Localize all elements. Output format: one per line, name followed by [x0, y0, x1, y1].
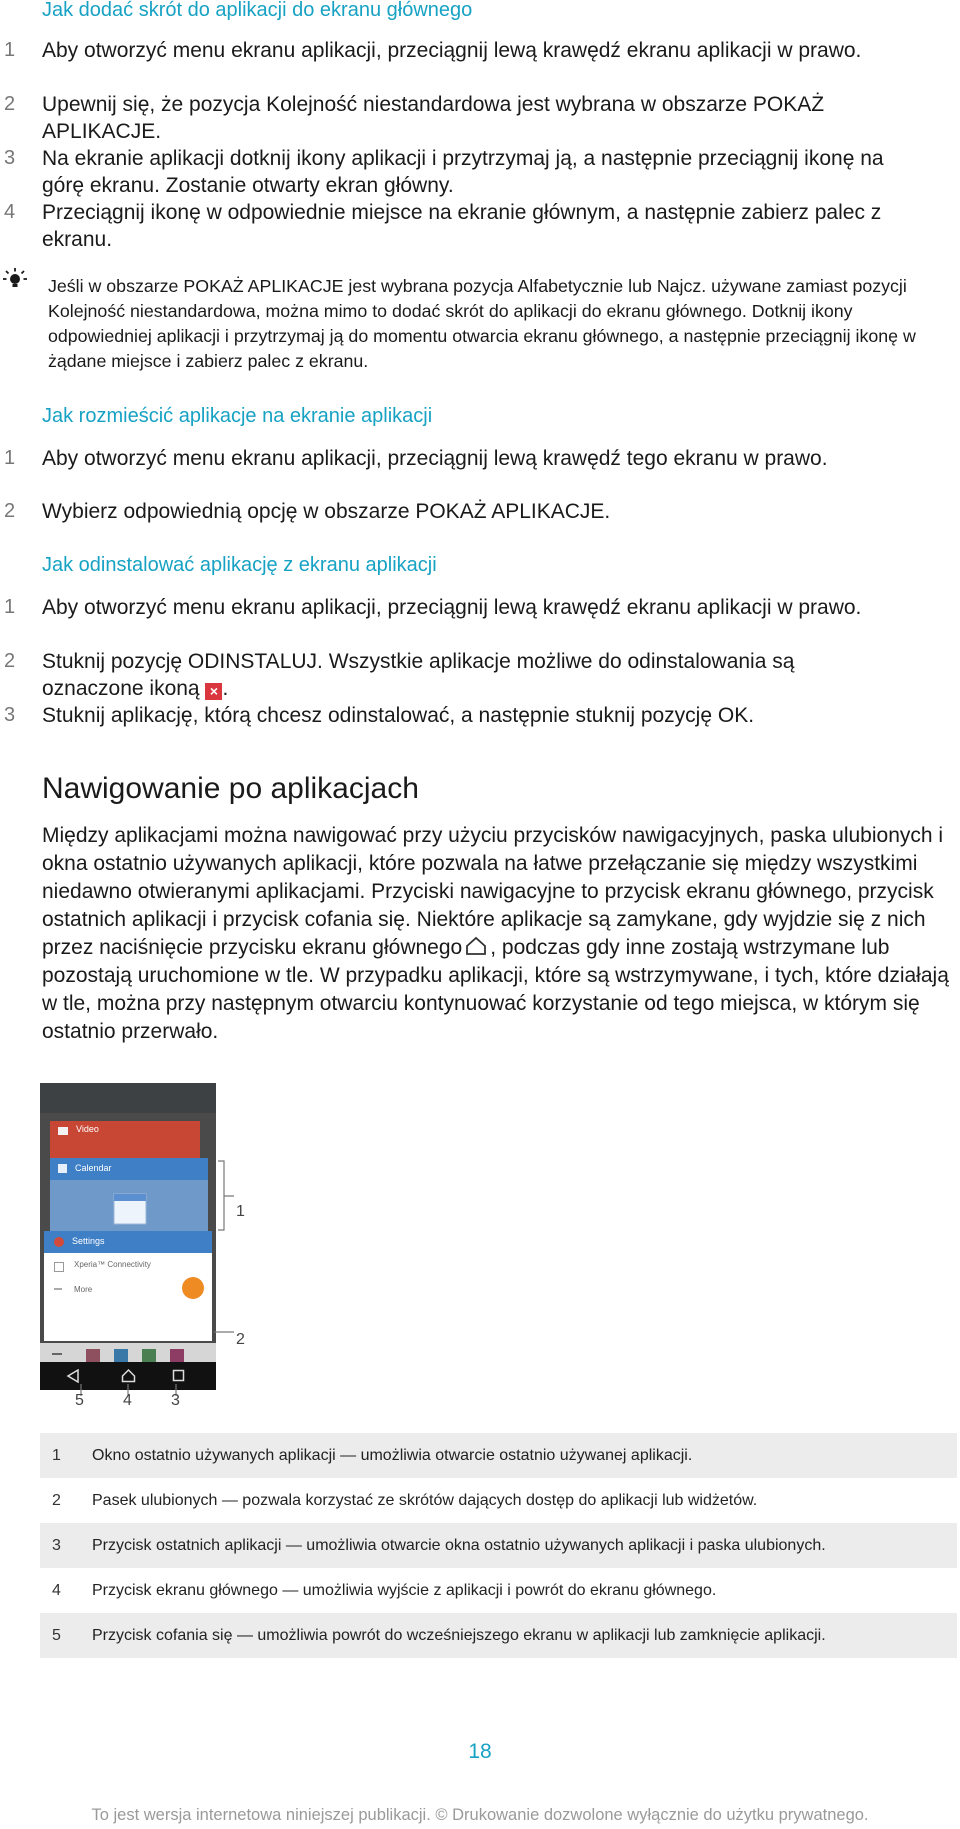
legend-number: 3 — [52, 1537, 61, 1554]
home-icon — [464, 936, 488, 956]
navigation-paragraph: Między aplikacjami można nawigować przy użyciu przycisków nawigacyjnych, paska ulubionych i okna ostatnio używanych aplikacji, które pozwala na łatwe przełączanie się między wszystkimi niedawno otwieranymi aplikacjami. Przyciski nawigacyjne to przycisk ekranu głównego, przycisk ostatnich aplikacji i przycisk cofania się. Niektóre aplikacje są zamykane, gdy wyjdzie się z nich przez naciśnięcie przycisku ekranu głównego , podczas gdy inne zostają wstrzymane lub pozostają uruchomione w tle. W przypadku aplikacji, które są wstrzymywane, i tych, które działają w tle, można przy następnym otwarciu kontynuować korzystanie od tego miejsca, w którym się ostatnio przerwało. — [42, 824, 949, 1043]
calendar-widget-icon — [110, 1188, 150, 1236]
legend-text: Przycisk ostatnich aplikacji — umożliwia otwarcie okna ostatnio używanych aplikacji i paska ulubionych. — [92, 1537, 826, 1554]
step-text: Przeciągnij ikonę w odpowiednie miejsce na ekranie głównym, a następnie zabierz palec z ekranu. — [42, 201, 882, 251]
ui-term: POKAŻ APLIKACJE — [42, 93, 825, 143]
favorites-arrow-icon — [52, 1353, 62, 1361]
step-number: 1 — [4, 596, 16, 618]
callout-3: 3 — [171, 1392, 180, 1409]
ui-term: Kolejność niestandardowa — [48, 301, 256, 321]
ui-term: POKAŻ APLIKACJE — [415, 500, 605, 523]
step-number: 2 — [4, 650, 16, 672]
callout-1: 1 — [236, 1203, 245, 1220]
legend-text: Przycisk ekranu głównego — umożliwia wyjście z aplikacji i powrót do ekranu głównego. — [92, 1582, 717, 1599]
callout-4: 4 — [123, 1392, 132, 1409]
video-app-icon — [58, 1127, 68, 1135]
clear-all-button[interactable] — [182, 1277, 204, 1299]
favorite-app-icon[interactable] — [114, 1349, 128, 1363]
status-area — [40, 1083, 216, 1113]
step-number: 3 — [4, 147, 16, 169]
tip-note: Jeśli w obszarze POKAŻ APLIKACJE jest wybrana pozycja Alfabetycznie lub Najcz. używane zamiast pozycji Kolejność niestandardowa, można mimo to dodać skrót do aplikacji do ekranu głównego. Dotknij ikony odpowiedniej aplikacji i przytrzymaj ją do momentu otwarcia ekranu głównego, a następnie przeciągnij ikonę w żądane miejsce i zabierz palec z ekranu. — [48, 276, 916, 371]
legend-table — [40, 1433, 957, 1658]
lightbulb-icon — [2, 267, 28, 293]
callout-lines — [214, 1160, 242, 1340]
step-text: Aby otworzyć menu ekranu aplikacji, przeciągnij lewą krawędź ekranu aplikacji w prawo. — [42, 39, 862, 62]
ui-term: Najcz. używane — [656, 276, 782, 296]
legend-number: 2 — [52, 1492, 61, 1509]
connectivity-icon — [54, 1262, 64, 1272]
callout-5: 5 — [75, 1392, 84, 1409]
step-text: Stuknij pozycję ODINSTALUJ. Wszystkie aplikacje możliwe do odinstalowania są oznaczone ikoną × . — [42, 650, 795, 700]
favorite-app-icon[interactable] — [170, 1349, 184, 1363]
step-text: Aby otworzyć menu ekranu aplikacji, przeciągnij lewą krawędź tego ekranu w prawo. — [42, 447, 828, 470]
ui-term: Kolejność niestandardowa — [266, 93, 512, 116]
step-number: 2 — [4, 93, 16, 115]
ui-term: Alfabetycznie — [517, 276, 624, 296]
legend-number: 5 — [52, 1627, 61, 1644]
legend-text: Okno ostatnio używanych aplikacji — umożliwia otwarcie ostatnio używanej aplikacji. — [92, 1447, 693, 1464]
calendar-app-icon — [58, 1164, 67, 1173]
table-row — [40, 1523, 957, 1568]
step-text: Wybierz odpowiednią opcję w obszarze POKAŻ APLIKACJE. — [42, 500, 611, 523]
callout-2: 2 — [236, 1331, 245, 1348]
page-number: 18 — [468, 1740, 492, 1763]
legend-number: 1 — [52, 1447, 61, 1464]
home-button-icon[interactable] — [121, 1368, 136, 1383]
step-number: 4 — [4, 201, 16, 223]
table-row — [40, 1433, 957, 1478]
ui-term: ODINSTALUJ — [187, 650, 318, 673]
favorite-app-icon[interactable] — [86, 1349, 100, 1363]
ui-term: OK — [717, 704, 749, 727]
table-row — [40, 1478, 957, 1523]
ui-term: POKAŻ APLIKACJE — [183, 276, 344, 296]
legend-text: Pasek ulubionych — pozwala korzystać ze skrótów dających dostęp do aplikacji lub widżetów. — [92, 1492, 758, 1509]
legend-text: Przycisk cofania się — umożliwia powrót do wcześniejszego ekranu w aplikacji lub zamknięcie aplikacji. — [92, 1627, 826, 1644]
section-heading-uninstall-app: Jak odinstalować aplikację z ekranu aplikacji — [42, 554, 437, 576]
step-text: Upewnij się, że pozycja Kolejność niestandardowa jest wybrana w obszarze POKAŻ APLIKACJE. — [42, 93, 825, 143]
section-title-navigation: Nawigowanie po aplikacjach — [42, 772, 419, 805]
legend-number: 4 — [52, 1582, 61, 1599]
section-heading-add-shortcut: Jak dodać skrót do aplikacji do ekranu głównego — [42, 0, 473, 21]
back-icon[interactable] — [66, 1369, 80, 1383]
step-text: Aby otworzyć menu ekranu aplikacji, przeciągnij lewą krawędź ekranu aplikacji w prawo. — [42, 596, 862, 619]
settings-app-icon — [54, 1237, 64, 1247]
recent-apps-icon[interactable] — [172, 1369, 185, 1382]
section-heading-arrange-apps: Jak rozmieścić aplikacje na ekranie aplikacji — [42, 405, 433, 427]
step-text: Na ekranie aplikacji dotknij ikony aplikacji i przytrzymaj ją, a następnie przeciągnij ikonę na górę ekranu. Zostanie otwarty ekran główny. — [42, 147, 884, 197]
table-row — [40, 1568, 957, 1613]
footer-note: To jest wersja internetowa niniejszej publikacji. © Drukowanie dozwolone wyłącznie do użytku prywatnego. — [91, 1806, 869, 1824]
step-number: 1 — [4, 447, 16, 469]
recent-card-settings[interactable]: Settings Xperia™ Connectivity More — [44, 1231, 212, 1341]
recent-apps-screenshot — [40, 1083, 216, 1377]
step-text: Stuknij aplikację, którą chcesz odinstalować, a następnie stuknij pozycję OK. — [42, 704, 755, 727]
table-row — [40, 1613, 957, 1658]
uninstall-icon: × — [205, 683, 222, 700]
recent-card-video[interactable]: Video — [50, 1121, 200, 1201]
calendar-header: Calendar — [50, 1158, 208, 1180]
step-number: 2 — [4, 500, 16, 522]
more-icon — [54, 1288, 62, 1290]
settings-header: Settings — [44, 1231, 212, 1253]
step-number: 1 — [4, 39, 16, 61]
favorite-app-icon[interactable] — [142, 1349, 156, 1363]
step-number: 3 — [4, 704, 16, 726]
